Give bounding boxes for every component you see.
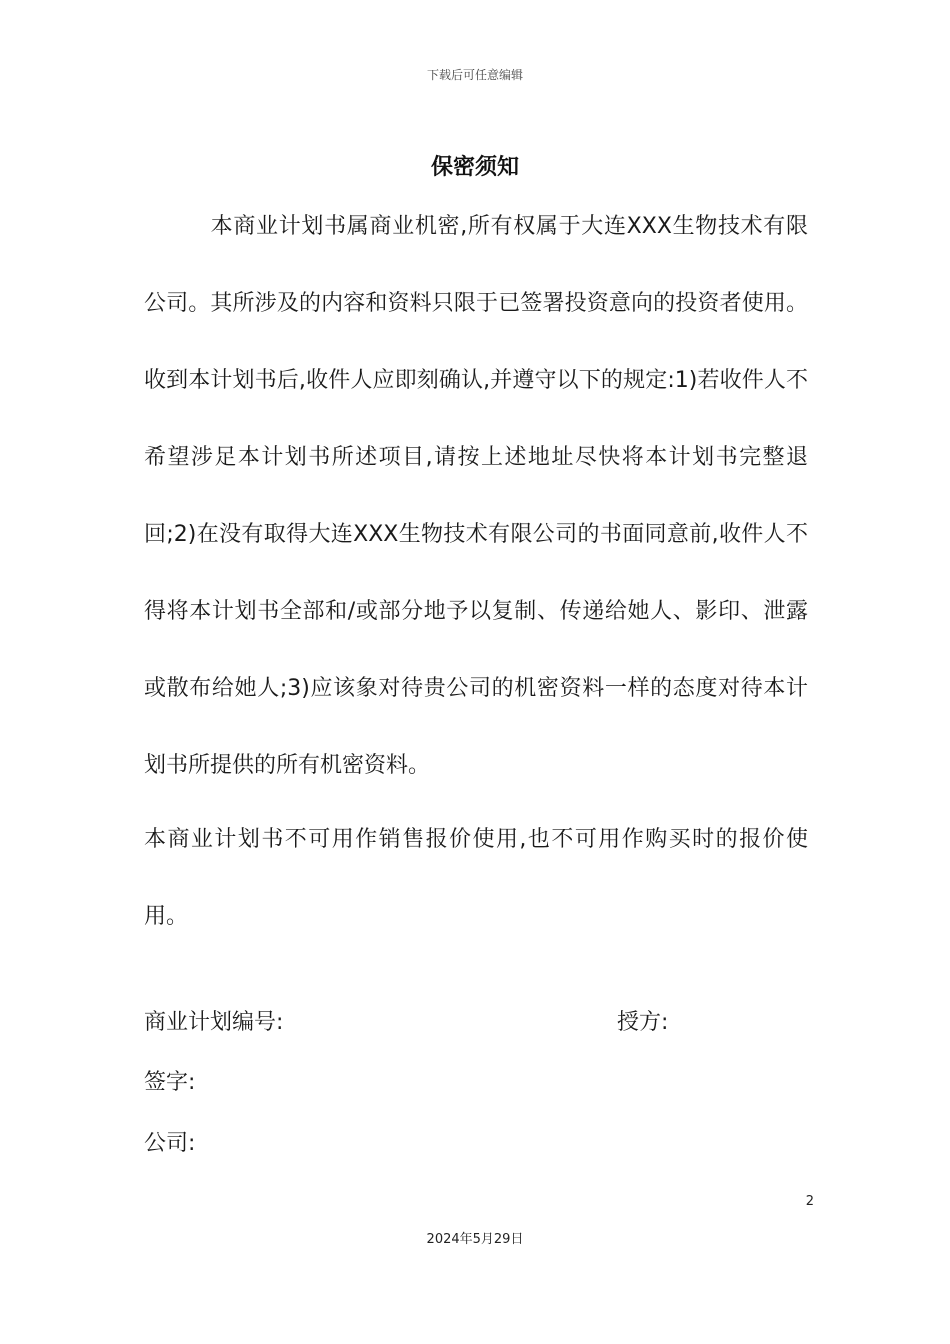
confidentiality-paragraph (144, 188, 808, 804)
grantor-label: 授方: (617, 1010, 669, 1035)
paragraph-text: 本商业计划书不可用作销售报价使用,也不可用作购买时的报价使用。 (144, 827, 808, 929)
document-title: 保密须知 (430, 155, 519, 180)
page-header: 下载后可任意编辑 (426, 68, 523, 82)
footer-date: 2024年5月29日 (426, 1232, 524, 1247)
company-label: 公司: (144, 1131, 196, 1156)
signature-label: 签字: (144, 1070, 196, 1095)
paragraph-text: 本商业计划书属商业机密,所有权属于大连XXX生物技术有限公司。其所涉及的内容和资料只限于已签署投资意向的投资者使用。收到本计划书后,收件人应即刻确认,并遵守以下的规定:1)若收件人不希望涉足本计划书所述项目,请按上述地址尽快将本计划书完整退回;2)在没有取得大连XXX生物技术有限公司的书面同意前,收件人不得将本计划书全部和/或部分地予以复制、传递给她人、影印、泄露或散布给她人;3)应该象对待贵公司的机密资料一样的态度对待本计划书所提供的所有机密资料。 (144, 214, 808, 778)
page-number: 2 (805, 1194, 814, 1209)
usage-restriction-paragraph (144, 801, 808, 955)
plan-number-label: 商业计划编号: (144, 1010, 284, 1035)
